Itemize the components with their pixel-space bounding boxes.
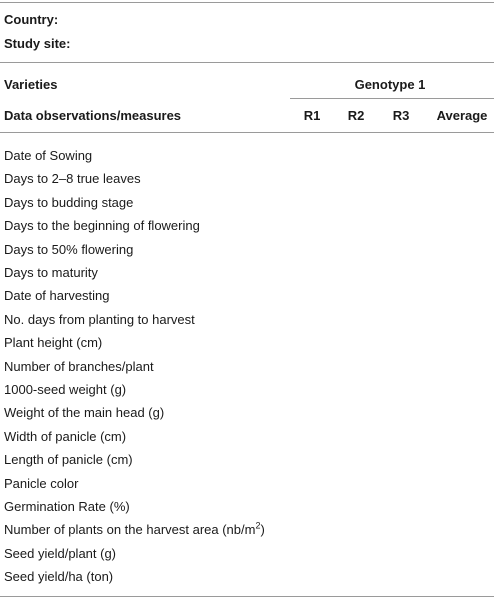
observation-label: Width of panicle (cm) [4,429,127,444]
observation-label: Germination Rate (%) [4,499,130,514]
genotype-header: Genotype 1 [354,77,426,92]
study-site-label: Study site: [4,36,71,51]
observation-row [4,359,154,375]
observation-row [4,195,133,211]
observation-label: Days to maturity [4,265,98,280]
observation-label: Weight of the main head (g) [4,405,165,420]
observation-label: Date of harvesting [4,288,110,303]
observation-row [4,242,133,258]
observation-label: Length of panicle (cm) [4,452,133,467]
observation-label: Plant height (cm) [4,335,103,350]
col-header-r1: R1 [303,108,321,123]
observation-label: Days to the beginning of flowering [4,218,200,233]
col-header-r3: R3 [392,108,410,123]
observation-label: Seed yield/ha (ton) [4,569,114,584]
observation-row [4,171,141,187]
unit-superscript: 2 [255,520,261,531]
observation-label: Days to 50% flowering [4,242,134,257]
observations-header: Data observations/measures [4,108,182,123]
country-label: Country: [4,12,59,27]
observation-label: Days to budding stage [4,195,134,210]
observation-label: Number of plants on the harvest area (nb/m [4,522,256,537]
observation-label: Panicle color [4,476,79,491]
varieties-label: Varieties [4,77,58,92]
observation-row [4,148,92,164]
observation-label: 1000-seed weight (g) [4,382,127,397]
observation-row [4,288,110,304]
header-rule [0,132,494,133]
col-header-r2: R2 [347,108,365,123]
meta-rule [0,62,494,63]
bottom-rule [0,596,494,597]
observation-row [4,382,126,398]
observation-row [4,405,164,421]
unit-suffix: ) [260,522,265,537]
observation-row [4,312,195,328]
observation-label: No. days from planting to harvest [4,312,195,327]
observation-row [4,218,200,234]
observation-row [4,429,126,445]
observation-row [4,522,265,538]
observation-row [4,499,130,515]
observation-row [4,452,133,468]
observation-row [4,476,78,492]
observation-label: Seed yield/plant (g) [4,546,117,561]
observation-row [4,569,113,585]
top-rule [0,2,494,3]
observation-label: Days to 2–8 true leaves [4,171,141,186]
observation-label: Date of Sowing [4,148,93,163]
genotype-rule [290,98,494,99]
observation-row [4,546,116,562]
observation-row [4,335,102,351]
observation-label: Number of branches/plant [4,359,154,374]
col-header-average: Average [436,108,488,123]
observation-row [4,265,98,281]
